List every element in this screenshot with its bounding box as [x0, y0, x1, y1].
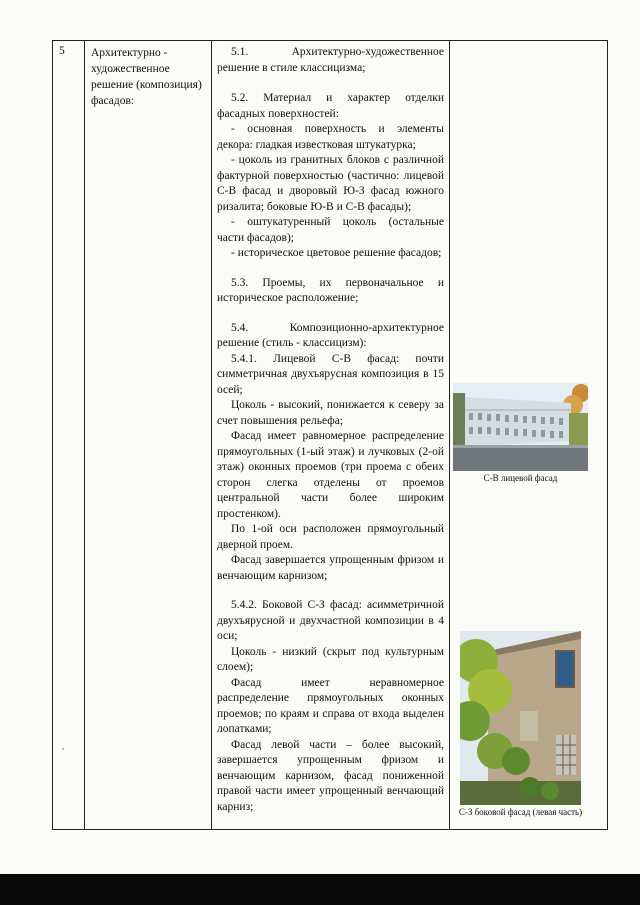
side-plinth: Цоколь - низкий (скрыт под культурным слоем); — [217, 645, 444, 673]
facade-openings: Фасад имеет равномерное распределение прямоугольных (1-ый этаж) и лучковых (2-ой этаж) оконных проемов (три проема с обеих сторон слегка отделены от проемов центральной части более широким простенком). — [217, 430, 444, 520]
section-5-3: 5.3. Проемы, их первоначальное и историческое расположение; — [217, 276, 444, 304]
scan-bottom-border — [0, 874, 640, 905]
section-5-1: 5.1. Архитектурно-художественное решение в стиле классицизма; — [217, 46, 444, 74]
facade-photo-nw — [460, 631, 581, 805]
door-opening: По 1-ой оси расположен прямоугольный дверной проем. — [217, 523, 444, 551]
column-divider — [449, 41, 450, 829]
scan-dot — [62, 748, 64, 750]
section-5-2: 5.2. Материал и характер отделки фасадных поверхностей: — [217, 92, 444, 120]
facade-cornice: Фасад завершается упрощенным фризом и венчающим карнизом; — [217, 554, 444, 582]
section-5-4-1: 5.4.1. Лицевой С-В фасад: почти симметричная двухъярусная композиция в 15 осей; — [217, 352, 444, 396]
item-color-scheme: - историческое цветовое решение фасадов; — [231, 247, 442, 259]
side-cornice: Фасад левой части – более высокий, завершается упрощенным фризом и венчающим карнизом, фасад пониженной правой части имеет упрощенный венчающий карниз; — [217, 738, 444, 813]
side-openings: Фасад имеет неравномерное распределение прямоугольных оконных проемов; по краям и справа от входа выделен лопатками; — [217, 676, 444, 735]
photo-caption-ne: С-В лицевой фасад — [483, 473, 558, 483]
item-granite-plinth: - цоколь из гранитных блоков с различной фактурной поверхностью (частично: лицевой С-В фасад и дворовый Ю-З фасад южного ризалита; боковые Ю-В и С-В фасады); — [217, 154, 444, 213]
column-divider — [84, 41, 85, 829]
heritage-table — [52, 40, 608, 830]
row-title: Архитектурно - художественное решение (композиция) фасадов: — [91, 47, 202, 107]
facade-photo-ne — [453, 383, 588, 471]
section-5-4: 5.4. Композиционно-архитектурное решение (стиль - классицизм): — [217, 321, 444, 349]
photo-caption-nw: С-З боковой фасад (левая часть) — [458, 807, 583, 817]
plinth-description: Цоколь - высокий, понижается к северу за счет повышения рельефа; — [217, 399, 444, 427]
section-5-4-2: 5.4.2. Боковой С-З фасад: асимметричной двухъярусной и двухчастной композиции в 4 оси; — [217, 599, 444, 642]
row-content — [217, 45, 444, 815]
item-plastered-plinth: - оштукатуренный цоколь (остальные части фасадов); — [217, 216, 444, 244]
column-divider — [211, 41, 212, 829]
row-number: 5 — [59, 45, 65, 57]
item-main-surface: - основная поверхность и элементы декора: гладкая известковая штукатурка; — [217, 123, 444, 151]
